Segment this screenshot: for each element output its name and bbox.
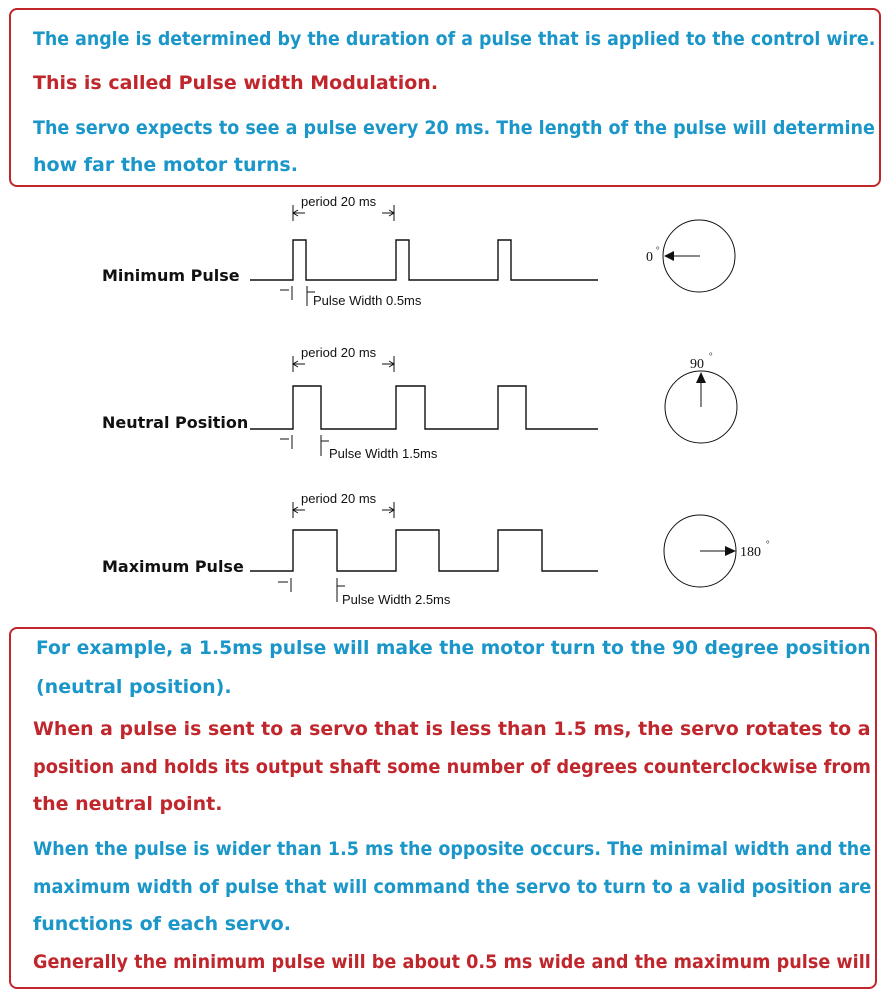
detail-line-p3b: maximum width of pulse that will command the servo to turn to a valid position are [33,876,872,898]
detail-line-p2a: When a pulse is sent to a servo that is less than 1.5 ms, the servo rotates to a [33,718,871,740]
pulse-width-label: Pulse Width 1.5ms [329,446,438,461]
angle-label: 180 [740,545,761,560]
detail-line-p2b: position and holds its output shaft some number of degrees counterclockwise from [33,756,871,778]
dial-arrowhead [725,546,736,556]
row-neutral-position [102,345,737,461]
intro-text-box [9,8,881,187]
detail-line-p1b: (neutral position). [36,676,232,698]
intro-line-3b: how far the motor turns. [33,154,298,176]
angle-label: 0 [646,250,653,265]
period-label: period 20 ms [301,194,377,209]
period-label: period 20 ms [301,345,377,360]
pulse-width-label: Pulse Width 0.5ms [313,293,422,308]
pwm-timing-diagram [0,190,894,620]
pulse-waveform [250,240,598,280]
period-label: period 20 ms [301,491,377,506]
detail-line-p1a: For example, a 1.5ms pulse will make the motor turn to the 90 degree position [36,637,871,659]
detail-line-p4a: Generally the minimum pulse will be about 0.5 ms wide and the maximum pulse will [33,951,871,973]
pulse-width-label: Pulse Width 2.5ms [342,592,451,607]
row-maximum-pulse [102,491,770,607]
detail-line-p3c: functions of each servo. [33,913,291,935]
width-bracket [280,286,315,306]
intro-line-3a: The servo expects to see a pulse every 20 ms. The length of the pulse will determine [33,117,875,139]
width-bracket [280,435,329,456]
angle-label: 90 [690,357,704,372]
row-minimum-pulse [102,194,735,308]
pulse-waveform [250,530,598,571]
degree-symbol: ° [709,351,713,361]
pulse-waveform [250,386,598,429]
details-text-box [9,627,877,989]
intro-line-2: This is called Pulse width Modulation. [33,72,439,94]
dial-arrowhead [664,251,674,261]
detail-line-p2c: the neutral point. [33,793,223,815]
degree-symbol: ° [766,539,770,549]
intro-line-1: The angle is determined by the duration of a pulse that is applied to the control wire. [33,28,876,50]
row-label: Maximum Pulse [102,557,244,576]
degree-symbol: ° [656,245,660,255]
width-bracket [278,578,345,602]
row-label: Minimum Pulse [102,266,240,285]
row-label: Neutral Position [102,413,249,432]
dial-arrowhead [696,372,706,383]
detail-line-p3a: When the pulse is wider than 1.5 ms the opposite occurs. The minimal width and the [33,838,872,860]
